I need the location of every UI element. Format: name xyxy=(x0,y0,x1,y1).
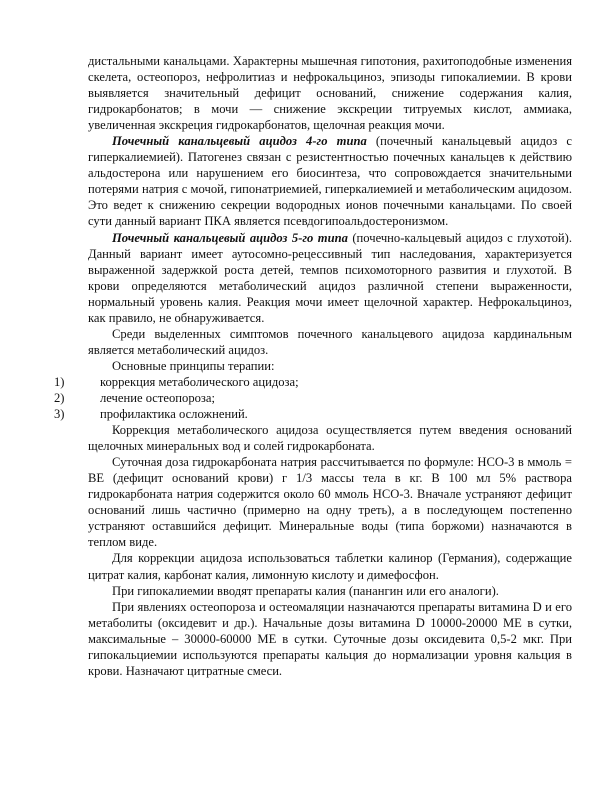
paragraph-therapy-principles: Основные принципы терапии: xyxy=(112,358,275,373)
paragraph-type4 xyxy=(88,133,572,229)
document-body xyxy=(54,53,572,679)
therapy-list xyxy=(54,374,572,422)
list-item-number: 3) xyxy=(54,407,65,422)
text-type5: (почечно-кальцевый ацидоз с глухотой). Данный вариант имеет аутосомно-рецессивный тип наследования, характеризуется выраженной задержкой роста детей, темпов психомоторного развития и глухотой. В крови определяются метаболический ацидоз различной степени выраженности, нормальный уровень калия. Реакция мочи имеет щелочной характер. Нефрокальциноз, как правило, не обнаруживается. xyxy=(88,230,572,325)
list-item-text: коррекция метаболического ацидоза; xyxy=(100,374,299,389)
list-item-number: 1) xyxy=(54,374,65,389)
paragraph-hypokalemia: При гипокалиемии вводят препараты калия (панангин или его аналоги). xyxy=(112,583,499,598)
list-item-number: 2) xyxy=(54,390,65,405)
paragraph-continuation: дистальными канальцами. Характерны мышечная гипотония, рахитоподобные изменения скелета, остеопороз, нефролитиаз и нефрокальциноз, эпизоды гипокалиемии. В крови выявляется значительный дефицит оснований, снижение содержания калия, гидрокарбонатов; в мочи — снижение экскреции титруемых кислот, аммиака, увеличенная экскреция гидрокарбонатов, щелочная реакция мочи. xyxy=(88,54,572,133)
paragraph-bicarbonate-dose: Суточная доза гидрокарбоната натрия рассчитывается по формуле: НСО-3 в ммоль = ВЕ (дефицит оснований крови) г 1/3 массы тела в кг. В 100 мл 5% раствора гидрокарбоната натрия содержится около 60 ммоль НСО-3. Вначале устраняют дефицит оснований лишь частично (примерно на одну треть), а в последующем постепенно устраняют оставшийся дефицит. Минеральные воды (типа боржоми) назначаются в теплом виде. xyxy=(88,455,572,550)
heading-type4: Почечный канальцевый ацидоз 4-го типа xyxy=(112,134,367,149)
paragraph-acidosis-correction: Коррекция метаболического ацидоза осуществляется путем введения оснований щелочных минеральных вод и солей гидрокарбоната. xyxy=(88,423,572,454)
list-item xyxy=(54,390,572,406)
list-item xyxy=(54,406,572,422)
paragraph-osteoporosis: При явлениях остеопороза и остеомаляции назначаются препараты витамина D и его метаболиты (оксидевит и др.). Начальные дозы витамина D 10000-20000 МЕ в сутки, максимальные – 30000-60000 МЕ в сутки. Суточные дозы оксидевита 0,5-2 мкг. При гипокальциемии используются препараты кальция до нормализации уровня кальция в крови. Назначают цитратные смеси. xyxy=(88,599,572,678)
list-item xyxy=(54,374,572,390)
paragraph-type5 xyxy=(88,230,572,326)
paragraph-cardinal-symptom: Среди выделенных симптомов почечного канальцевого ацидоза кардинальным является метаболический ацидоз. xyxy=(88,326,572,357)
heading-type5: Почечный канальцевый ацидоз 5-го типа xyxy=(112,230,348,245)
list-item-text: лечение остеопороза; xyxy=(100,390,215,405)
paragraph-kalinor: Для коррекции ацидоза использоваться таблетки калинор (Германия), содержащие цитрат калия, карбонат калия, лимонную кислоту и димефосфон. xyxy=(88,551,572,582)
text-type4: (почечный канальцевый ацидоз с гиперкалиемией). Патогенез связан с резистентностью почечных канальцев к действию альдостерона или нарушением его биосинтеза, что сопровождается значительными потерями натрия с мочой, гипонатриемией, гиперкалиемией и метаболическим ацидозом. Это ведет к снижению секреции водородных ионов почечными канальцами. По своей сути данный вариант ПКА является псевдогипоальдостеронизмом. xyxy=(88,134,572,229)
list-item-text: профилактика осложнений. xyxy=(100,407,248,422)
